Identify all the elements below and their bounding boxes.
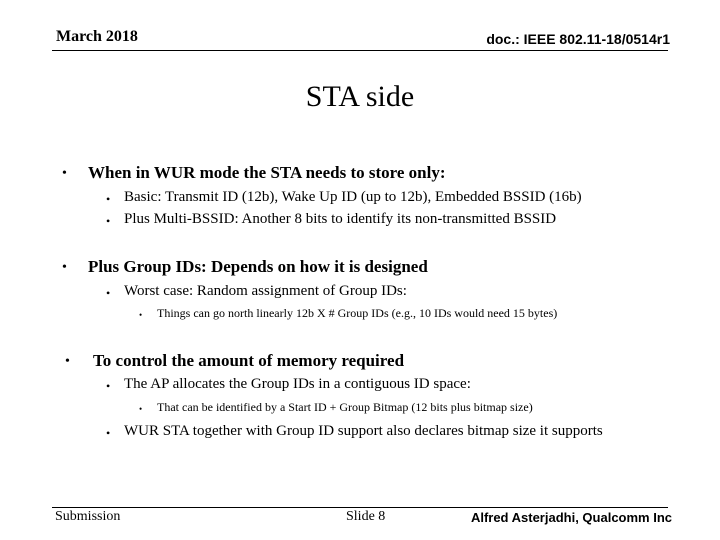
- header-rule: [52, 50, 668, 51]
- bullet-marker: •: [106, 214, 111, 228]
- bullet-level1: Plus Group IDs: Depends on how it is designed: [88, 257, 428, 276]
- bullet-level3: Things can go north linearly 12b X # Group IDs (e.g., 10 IDs would need 15 bytes): [157, 306, 558, 320]
- bullet-level1: To control the amount of memory required: [93, 351, 405, 370]
- bullet-marker: •: [62, 260, 67, 275]
- footer-author: Alfred Asterjadhi, Qualcomm Inc: [470, 510, 672, 525]
- bullet-level2: Plus Multi-BSSID: Another 8 bits to identify its non-transmitted BSSID: [124, 211, 557, 227]
- footer-slide-number: Slide 8: [346, 509, 386, 524]
- bullet-level1: When in WUR mode the STA needs to store only:: [88, 163, 446, 182]
- footer-submission: Submission: [55, 509, 121, 524]
- footer-rule: [52, 507, 668, 508]
- bullet-marker: •: [106, 426, 111, 440]
- header-date: March 2018: [56, 28, 138, 45]
- bullet-marker: •: [106, 379, 111, 393]
- bullet-level2: WUR STA together with Group ID support also declares bitmap size it supports: [124, 423, 603, 439]
- bullet-level2: Basic: Transmit ID (12b), Wake Up ID (up to 12b), Embedded BSSID (16b): [124, 189, 582, 205]
- bullet-marker: •: [106, 286, 111, 300]
- bullet-marker: •: [65, 354, 70, 369]
- bullet-marker: •: [139, 404, 143, 414]
- bullet-marker: •: [62, 166, 67, 181]
- slide-title: STA side: [305, 80, 415, 113]
- header-doc-id: doc.: IEEE 802.11-18/0514r1: [486, 31, 670, 47]
- bullet-marker: •: [106, 192, 111, 206]
- bullet-marker: •: [139, 310, 143, 320]
- bullet-level2: Worst case: Random assignment of Group IDs:: [124, 283, 407, 299]
- bullet-level2: The AP allocates the Group IDs in a contiguous ID space:: [124, 376, 471, 392]
- bullet-level3: That can be identified by a Start ID + Group Bitmap (12 bits plus bitmap size): [157, 400, 533, 414]
